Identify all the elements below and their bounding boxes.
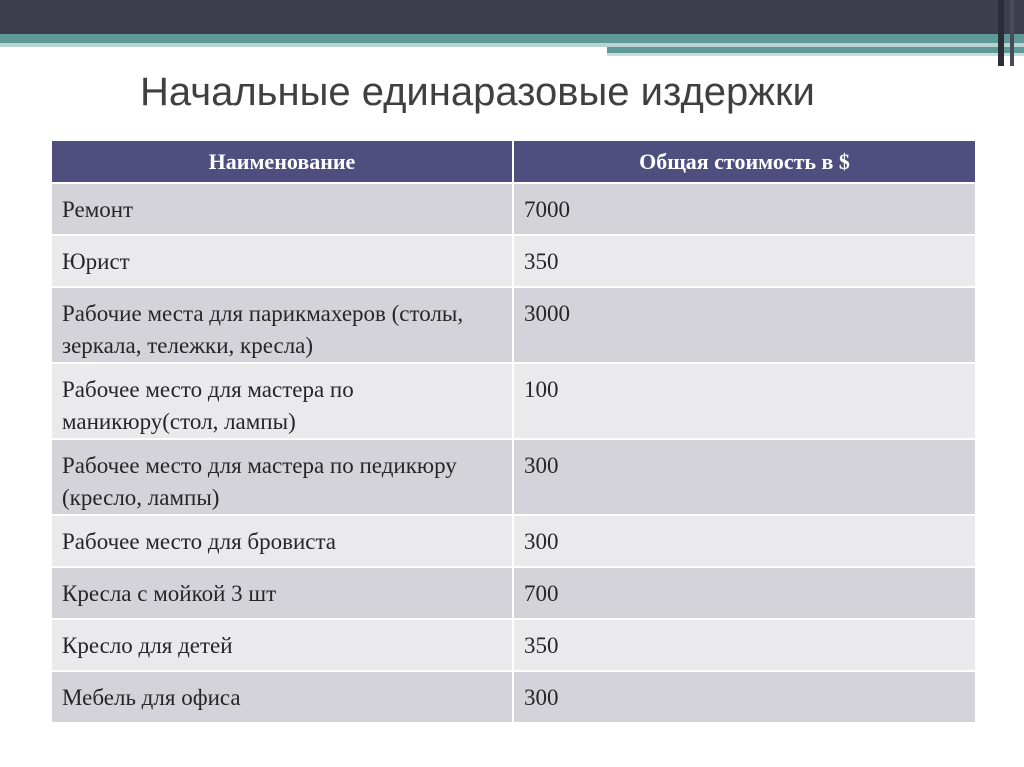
table-row (52, 183, 975, 235)
row-name: Юрист (52, 235, 513, 287)
row-cost: 700 (513, 567, 975, 619)
row-name: Рабочее место для мастера по педикюру (кресло, лампы) (52, 439, 513, 515)
table-row (52, 439, 975, 515)
table-row (52, 363, 975, 439)
table-row (52, 287, 975, 363)
row-name: Кресла с мойкой 3 шт (52, 567, 513, 619)
table-row (52, 235, 975, 287)
row-cost: 300 (513, 515, 975, 567)
table-row (52, 619, 975, 671)
table-header-row (52, 141, 975, 183)
table-row (52, 515, 975, 567)
banner-edge-bar (998, 0, 1004, 66)
header-cost: Общая стоимость в $ (513, 141, 975, 183)
banner-light-step (607, 53, 1024, 56)
row-cost: 7000 (513, 183, 975, 235)
row-name: Рабочее место для бровиста (52, 515, 513, 567)
row-name: Кресло для детей (52, 619, 513, 671)
banner-edge-bar-2 (1010, 0, 1014, 66)
slide-title: Начальные единаразовые издержки (140, 70, 815, 114)
row-cost: 300 (513, 671, 975, 723)
row-name: Ремонт (52, 183, 513, 235)
row-name: Рабочее место для мастера по маникюру(стол, лампы) (52, 363, 513, 439)
row-name: Мебель для офиса (52, 671, 513, 723)
row-cost: 3000 (513, 287, 975, 363)
banner-teal-band (0, 34, 1024, 43)
row-cost: 350 (513, 619, 975, 671)
banner-dark-band (0, 0, 1024, 34)
header-name: Наименование (52, 141, 513, 183)
row-name: Рабочие места для парикмахеров (столы, зеркала, тележки, кресла) (52, 287, 513, 363)
row-cost: 300 (513, 439, 975, 515)
cost-table (52, 141, 975, 724)
row-cost: 350 (513, 235, 975, 287)
table-row (52, 671, 975, 723)
table-row (52, 567, 975, 619)
row-cost: 100 (513, 363, 975, 439)
